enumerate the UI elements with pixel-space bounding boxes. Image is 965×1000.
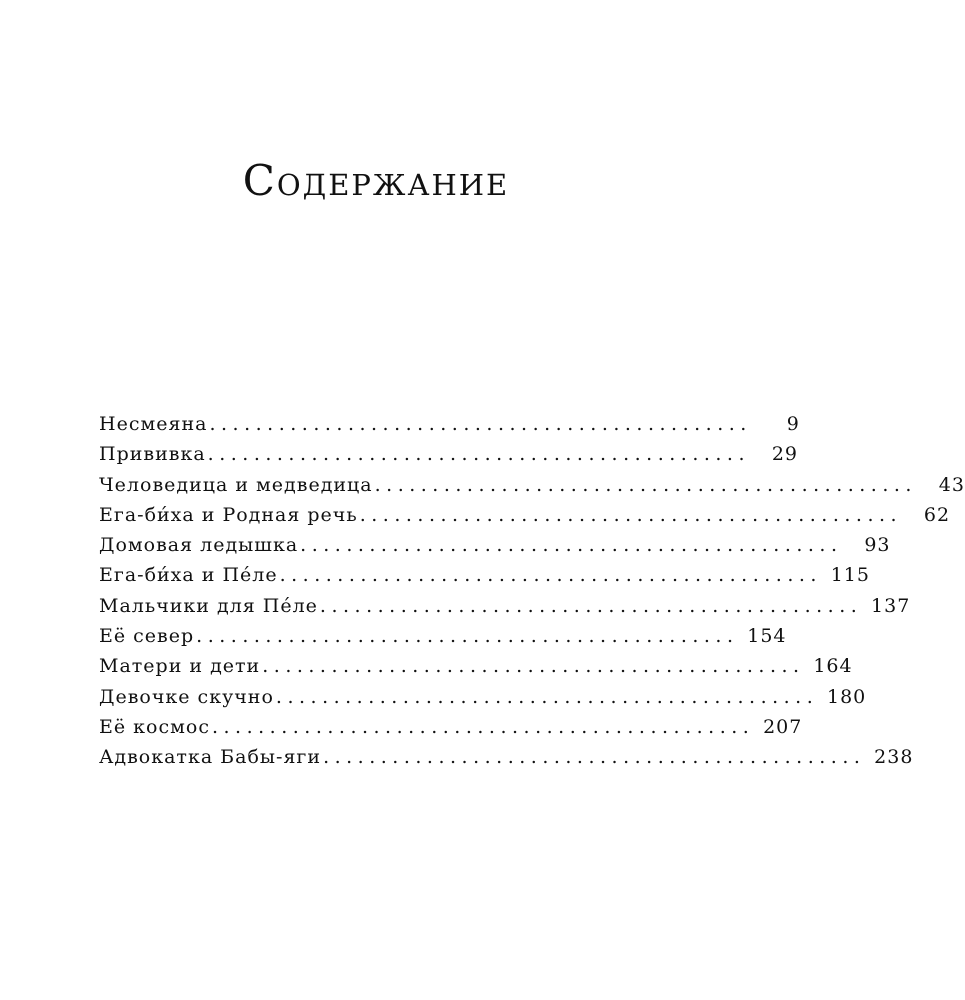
toc-entry-title: Девочке скучно [99, 685, 274, 708]
leader-dots: ............................................... [300, 534, 843, 557]
leader-dots: ............................................... [374, 473, 917, 496]
toc-entry[interactable] [99, 712, 803, 742]
toc-entry-page: 115 [830, 564, 870, 587]
toc-entry[interactable] [99, 682, 867, 712]
leader-dots: ............................................... [323, 746, 866, 769]
leader-dots: ............................................... [359, 503, 903, 526]
toc-entry[interactable] [99, 651, 853, 681]
leader-dots: ............................................... [196, 625, 739, 648]
toc-entry[interactable] [99, 470, 965, 500]
toc-entry-title: Прививка [99, 443, 206, 466]
toc-entry-page: 93 [864, 534, 891, 557]
table-of-contents [99, 409, 965, 773]
page-title: Содержание [242, 156, 510, 206]
toc-entry-page: 238 [874, 746, 914, 769]
toc-entry-page: 207 [763, 715, 803, 738]
toc-entry-title: Ега-би́ха и Пе́ле [99, 564, 278, 587]
leader-dots: ............................................... [319, 594, 863, 617]
toc-entry-title: Человедица и медведица [99, 473, 373, 496]
toc-entry-page: 180 [827, 685, 867, 708]
toc-entry[interactable] [99, 409, 800, 439]
toc-entry[interactable] [99, 742, 914, 772]
toc-entry-page: 43 [938, 473, 965, 496]
toc-entry[interactable] [99, 560, 870, 590]
leader-dots: ............................................... [211, 715, 755, 738]
toc-entry-page: 164 [813, 655, 853, 678]
toc-entry[interactable] [99, 591, 911, 621]
toc-entry-title: Ега-би́ха и Родная речь [99, 503, 358, 526]
toc-entry-title: Домовая ледышка [99, 534, 299, 557]
leader-dots: ............................................... [209, 413, 752, 435]
leader-dots: ............................................... [262, 655, 805, 678]
leader-dots: ............................................... [207, 443, 751, 466]
toc-entry[interactable] [99, 530, 891, 560]
toc-entry-page: 62 [923, 503, 951, 526]
toc-entry[interactable] [99, 500, 951, 530]
toc-entry-title: Матери и дети [99, 655, 261, 678]
leader-dots: ............................................... [275, 685, 819, 708]
toc-entry-title: Мальчики для Пе́ле [99, 594, 318, 617]
toc-entry-title: Её север [99, 625, 195, 648]
toc-entry[interactable] [99, 621, 787, 651]
toc-entry-title: Адвокатка Бабы-яги [99, 746, 322, 769]
toc-entry-page: 154 [747, 625, 787, 648]
toc-entry-title: Несмеяна [99, 413, 208, 435]
toc-entry-page: 137 [871, 594, 911, 617]
leader-dots: ............................................... [279, 564, 822, 587]
toc-entry-title: Её космос [99, 715, 210, 738]
toc-entry[interactable] [99, 439, 799, 469]
toc-entry-page: 29 [771, 443, 799, 466]
toc-entry-page: 9 [786, 413, 800, 435]
